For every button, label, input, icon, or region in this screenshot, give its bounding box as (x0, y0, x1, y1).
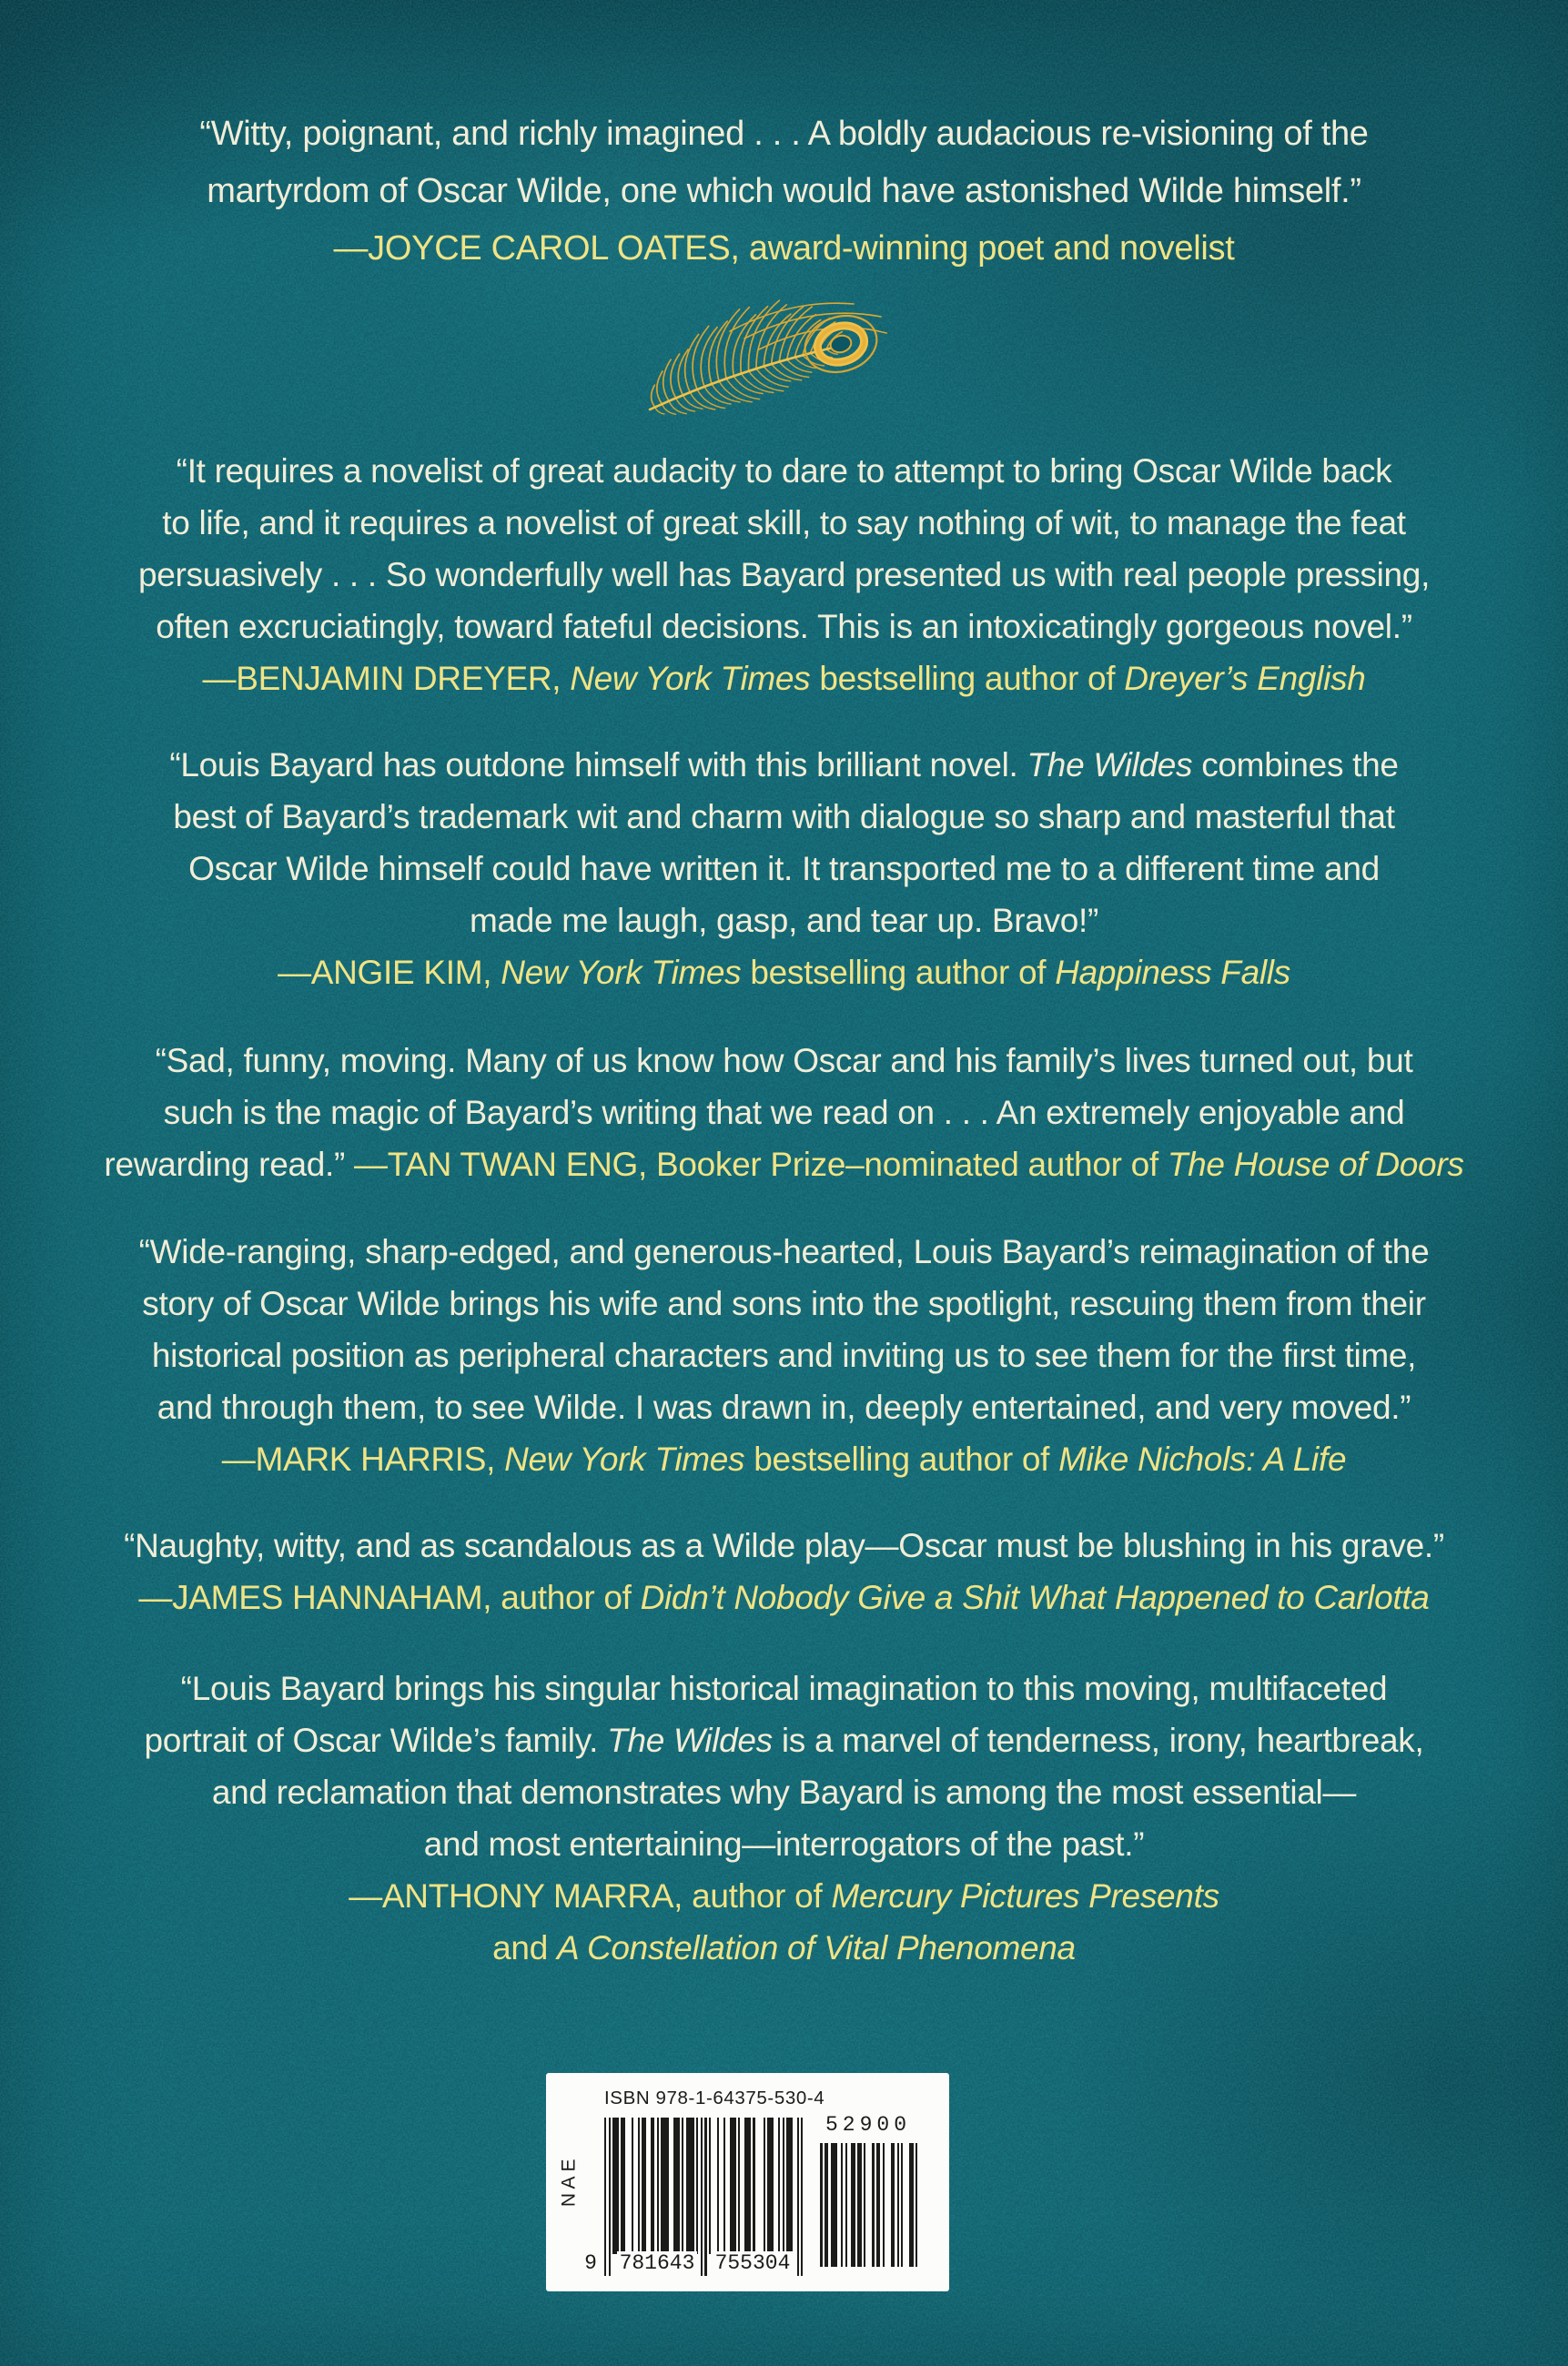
quote-text-segment: made me laugh, gasp, and tear up. Bravo!” (469, 902, 1099, 939)
quote-line (0, 1714, 1568, 1766)
quote-line (0, 791, 1568, 843)
quote-attribution-segment: Mercury Pictures Presents (831, 1877, 1219, 1915)
quote-line (0, 1433, 1568, 1485)
quote-attribution-segment: Dreyer’s English (1124, 660, 1366, 697)
quote-line (0, 1278, 1568, 1330)
barcode-bar (604, 2118, 606, 2276)
barcode-bar (897, 2143, 899, 2267)
quote-line (0, 652, 1568, 704)
quote-line (0, 946, 1568, 998)
barcode-bar (909, 2143, 914, 2267)
ean-label-letter: E (558, 2159, 580, 2172)
ean-label-letter: N (558, 2192, 580, 2208)
quote-attribution-segment: —TAN TWAN ENG, Booker Prize–nominated author of (354, 1146, 1168, 1183)
barcode-bar (783, 2118, 784, 2254)
barcode-bar (820, 2143, 822, 2267)
quote-line (0, 497, 1568, 549)
quote-attribution-segment: New York Times (570, 660, 811, 697)
barcode-bar (621, 2118, 625, 2254)
quote-text-segment: portrait of Oscar Wilde’s family. (144, 1722, 608, 1759)
quote-text-segment: “Louis Bayard brings his singular historical imagination to this moving, multifaceted (180, 1670, 1388, 1707)
quote-line (0, 1922, 1568, 1974)
quote-line (0, 445, 1568, 497)
feather-eye-part (828, 333, 853, 355)
quote-mark-harris (0, 1226, 1568, 1485)
barcode-bar (916, 2143, 917, 2267)
quote-text-segment: to life, and it requires a novelist of great skill, to say nothing of wit, to manage the feat (162, 504, 1406, 541)
quote-line (0, 1572, 1568, 1623)
quote-text-segment: “Witty, poignant, and richly imagined . . . A boldly audacious re-visioning of the (199, 115, 1369, 153)
barcode-bar (657, 2118, 659, 2254)
isbn-number: ISBN 978-1-64375-530-4 (604, 2088, 825, 2108)
quote-text-segment: “Louis Bayard has outdone himself with this brilliant novel. (169, 746, 1027, 784)
quote-line (0, 601, 1568, 652)
quote-attribution-segment: New York Times (504, 1441, 745, 1478)
quote-text-segment: “It requires a novelist of great audacity to dare to attempt to bring Oscar Wilde back (176, 452, 1392, 490)
quote-text-segment: often excruciatingly, toward fateful decisions. This is an intoxicatingly gorgeous novel.” (156, 608, 1412, 645)
quote-line (0, 163, 1568, 220)
quote-text-segment: “Sad, funny, moving. Many of us know how Oscar and his family’s lives turned out, but (155, 1042, 1413, 1079)
ean5-addon-barcode (818, 2143, 918, 2267)
barcode-bar (857, 2143, 862, 2267)
barcode-digits-left-group: 781643 (617, 2251, 697, 2275)
quote-attribution-segment: The House of Doors (1167, 1146, 1464, 1183)
quote-line (0, 1087, 1568, 1138)
barcode-bar (744, 2118, 751, 2254)
quote-text-segment: Oscar Wilde himself could have written it. It transported me to a different time and (188, 850, 1380, 887)
quote-attribution-segment: —BENJAMIN DREYER, (202, 660, 571, 697)
quote-text-segment: and reclamation that demonstrates why Bayard is among the most essential— (211, 1774, 1357, 1811)
barcode-bar (872, 2143, 874, 2267)
barcode-bar (701, 2118, 703, 2276)
quote-line (0, 1520, 1568, 1572)
quote-line (0, 1663, 1568, 1714)
barcode-panel (546, 2073, 949, 2291)
quote-line (0, 1818, 1568, 1870)
barcode-bar (673, 2118, 680, 2254)
quote-text-segment: rewarding read.” (104, 1146, 355, 1183)
quote-james-hannaham (0, 1520, 1568, 1623)
barcode-bar (778, 2118, 780, 2254)
quote-text-segment: and most entertaining—interrogators of the past.” (423, 1825, 1145, 1863)
quote-text-segment: historical position as peripheral characters and inviting us to see them for the first time, (151, 1337, 1417, 1374)
ean-label (557, 2157, 581, 2209)
quote-attribution-segment: bestselling author of (744, 1441, 1059, 1478)
quote-text-segment: story of Oscar Wilde brings his wife and sons into the spotlight, rescuing them from their (142, 1285, 1426, 1322)
quote-text-segment: and through them, to see Wilde. I was drawn in, deeply entertained, and very moved.” (157, 1389, 1411, 1426)
barcode-digit-lead: 9 (581, 2251, 601, 2275)
quote-attribution-segment: New York Times (501, 954, 742, 991)
barcode-bar (638, 2118, 640, 2254)
quote-text-segment: “Naughty, witty, and as scandalous as a Wilde play—Oscar must be blushing in his grave.” (124, 1527, 1444, 1564)
barcode-bar (901, 2143, 903, 2267)
quote-attribution-segment: Didn’t Nobody Give a Shit What Happened to Carlotta (640, 1579, 1430, 1616)
quote-text-segment: martyrdom of Oscar Wilde, one which would have astonished Wilde himself.” (207, 172, 1361, 210)
quote-text-segment: “Wide-ranging, sharp-edged, and generous-hearted, Louis Bayard’s reimagination of the (138, 1233, 1430, 1270)
barcode-bar (651, 2118, 655, 2254)
quote-line (0, 549, 1568, 601)
quote-joyce-carol-oates (0, 106, 1568, 278)
barcode-bar (876, 2143, 881, 2267)
quote-attribution-segment: bestselling author of (741, 954, 1056, 991)
quote-text-segment: The Wildes (607, 1722, 773, 1759)
barcode-bar (612, 2118, 619, 2254)
barcode-bar (753, 2118, 754, 2254)
quote-text-segment: best of Bayard’s trademark wit and charm with dialogue so sharp and masterful that (173, 798, 1395, 835)
barcode-bar (717, 2118, 719, 2254)
quote-benjamin-dreyer (0, 445, 1568, 704)
quote-line (0, 1381, 1568, 1433)
quote-line (0, 1330, 1568, 1381)
quote-angie-kim (0, 739, 1568, 998)
quote-line (0, 1138, 1568, 1190)
barcode-bar (864, 2143, 865, 2267)
quote-text-segment: combines the (1192, 746, 1399, 784)
barcode-bar (831, 2143, 837, 2267)
barcode-bar (883, 2143, 885, 2267)
barcode-addon-price-code: 52900 (824, 2113, 911, 2137)
quote-attribution-segment: A Constellation of Vital Phenomena (556, 1929, 1076, 1967)
quote-attribution-segment: bestselling author of (810, 660, 1125, 697)
quote-text-segment: persuasively . . . So wonderfully well has Bayard presented us with real people pressing, (137, 556, 1431, 593)
quote-attribution-segment: and (492, 1929, 557, 1967)
barcode-bar (851, 2143, 855, 2267)
barcode-bar (845, 2143, 847, 2267)
quote-attribution-segment: Happiness Falls (1055, 954, 1290, 991)
barcode-bar (661, 2118, 669, 2254)
barcode-bar (704, 2118, 706, 2276)
quote-attribution-segment: —JOYCE CAROL OATES, award-winning poet and novelist (333, 229, 1235, 268)
barcode-bar (696, 2118, 698, 2254)
barcode-bar (609, 2118, 611, 2276)
barcode-bar (786, 2118, 793, 2254)
barcode-bar (686, 2118, 694, 2254)
barcode-bar (682, 2118, 683, 2254)
quote-tan-twan-eng (0, 1035, 1568, 1190)
barcode-bar (730, 2118, 736, 2254)
quote-line (0, 1226, 1568, 1278)
barcode-bar (797, 2118, 799, 2276)
quote-line (0, 1870, 1568, 1922)
quote-text-segment: The Wildes (1027, 746, 1193, 784)
quote-line (0, 739, 1568, 791)
quote-attribution-segment: —ANGIE KIM, (278, 954, 501, 991)
quote-line (0, 843, 1568, 895)
barcode-bar (767, 2118, 774, 2254)
quote-attribution-segment: —MARK HARRIS, (221, 1441, 505, 1478)
quote-text-segment: is a marvel of tenderness, irony, heartbreak, (772, 1722, 1424, 1759)
quote-line (0, 220, 1568, 278)
quote-line (0, 1035, 1568, 1087)
barcode-bar (709, 2118, 711, 2254)
barcode-bar (632, 2118, 633, 2254)
quote-attribution-segment: Mike Nichols: A Life (1058, 1441, 1347, 1478)
barcode-bar (801, 2118, 803, 2276)
ean-label-letter: A (558, 2176, 580, 2189)
barcode-bar (824, 2143, 829, 2267)
quote-text-segment: such is the magic of Bayard’s writing that we read on . . . An extremely enjoyable and (163, 1094, 1405, 1131)
barcode-bar (764, 2118, 765, 2254)
barcode-bar (891, 2143, 895, 2267)
peacock-feather-icon (635, 280, 895, 431)
quote-anthony-marra (0, 1663, 1568, 1974)
quote-line (0, 895, 1568, 946)
barcode-bar (723, 2118, 725, 2254)
quote-attribution-segment: —ANTHONY MARRA, author of (349, 1877, 832, 1915)
quote-line (0, 106, 1568, 163)
barcode-digits-right-group: 755304 (713, 2251, 793, 2275)
quote-line (0, 1766, 1568, 1818)
barcode-bar (841, 2143, 843, 2267)
quote-attribution-segment: —JAMES HANNAHAM, author of (138, 1579, 641, 1616)
barcode-bar (642, 2118, 646, 2254)
barcode-bar (738, 2118, 740, 2254)
